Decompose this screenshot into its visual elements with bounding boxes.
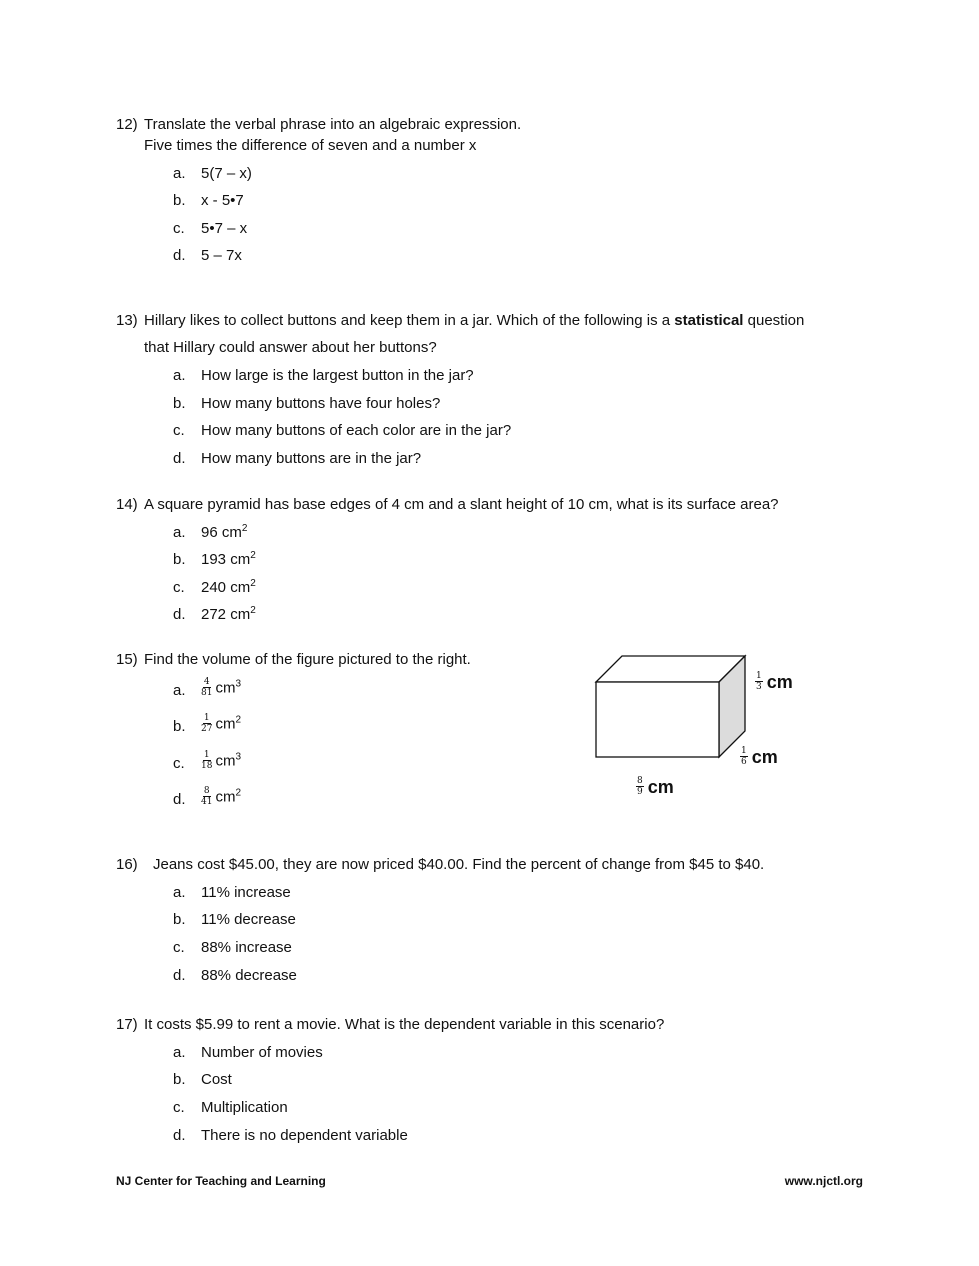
option-letter: a. (173, 165, 186, 182)
option-letter: a. (173, 1044, 186, 1061)
option-text: There is no dependent variable (201, 1127, 408, 1144)
fraction (201, 786, 212, 807)
option-text: 88% decrease (201, 967, 297, 984)
option-text: 5(7 – x) (201, 165, 252, 182)
height-label (755, 672, 793, 693)
option-letter: b. (173, 1071, 186, 1088)
option-text (201, 551, 256, 569)
option-letter: d. (173, 450, 186, 467)
option-letter: d. (173, 1127, 186, 1144)
bold-term: statistical (674, 312, 744, 329)
length-label (636, 777, 674, 798)
option-letter: c. (173, 220, 185, 237)
option-letter: d. (173, 791, 186, 808)
option-text: How large is the largest button in the jar? (201, 367, 474, 384)
option-letter: b. (173, 551, 186, 568)
option-text: How many buttons have four holes? (201, 395, 441, 412)
option-letter: b. (173, 911, 186, 928)
footer-website: www.njctl.org (784, 1174, 863, 1188)
exponent: 3 (235, 678, 242, 690)
exponent: 2 (250, 550, 256, 561)
option-letter: d. (173, 967, 186, 984)
fraction (740, 746, 748, 767)
option-letter: a. (173, 524, 186, 541)
option-letter: d. (173, 606, 186, 623)
option-letter: d. (173, 247, 186, 264)
numerator: 8 (203, 786, 210, 796)
denominator: 18 (201, 761, 213, 771)
denominator: 41 (201, 797, 213, 807)
value: 240 cm (201, 579, 251, 596)
unit: cm (215, 715, 236, 733)
unit: cm (751, 747, 778, 767)
question-phrase: Five times the difference of seven and a number x (144, 137, 477, 154)
value: 193 cm (201, 551, 251, 568)
question-text: Find the volume of the figure pictured to the right. (144, 651, 471, 668)
question-number: 15) (116, 651, 138, 668)
option-letter: c. (173, 755, 185, 772)
question-text: Translate the verbal phrase into an algebraic expression. (144, 116, 522, 133)
fraction (201, 750, 212, 771)
numerator: 4 (203, 677, 210, 687)
option-text: 88% increase (201, 939, 292, 956)
option-text: 5 – 7x (201, 247, 242, 264)
option-letter: a. (173, 884, 186, 901)
option-letter: c. (173, 1099, 185, 1116)
option-letter: b. (173, 718, 186, 735)
denominator: 27 (201, 724, 213, 734)
option-text (201, 678, 241, 699)
unit: cm (215, 679, 236, 697)
value: 96 cm (201, 524, 242, 541)
option-text: Cost (201, 1071, 232, 1088)
option-text (201, 787, 241, 808)
option-text: Multiplication (201, 1099, 288, 1116)
text-part: question (743, 312, 805, 329)
question-text: It costs $5.99 to rent a movie. What is the dependent variable in this scenario? (144, 1016, 665, 1033)
fraction (636, 776, 644, 797)
numerator: 1 (741, 746, 747, 756)
question-text: Jeans cost $45.00, they are now priced $40.00. Find the percent of change from $45 to $40. (153, 856, 765, 873)
option-text: 5•7 – x (201, 220, 248, 237)
question-number: 14) (116, 496, 138, 513)
option-text (201, 714, 241, 735)
option-letter: b. (173, 192, 186, 209)
numerator: 8 (637, 776, 643, 786)
option-text: 11% increase (201, 884, 291, 901)
exponent: 2 (235, 714, 242, 726)
question-text: A square pyramid has base edges of 4 cm and a slant height of 10 cm, what is its surface area? (144, 496, 779, 513)
exponent: 3 (235, 751, 242, 763)
option-text (201, 524, 247, 542)
fraction (201, 713, 212, 734)
exponent: 2 (241, 523, 248, 534)
exponent: 2 (250, 578, 256, 589)
question-number: 16) (116, 856, 138, 873)
denominator: 9 (637, 787, 643, 797)
exponent: 2 (250, 605, 256, 616)
numerator: 1 (756, 671, 762, 681)
option-text (201, 751, 241, 772)
footer-organization: NJ Center for Teaching and Learning (116, 1174, 326, 1188)
question-text (144, 312, 804, 330)
option-text: Number of movies (201, 1044, 323, 1061)
numerator: 1 (203, 713, 210, 723)
option-text (201, 606, 256, 624)
unit: cm (215, 788, 236, 806)
text-part: Hillary likes to collect buttons and keep them in a jar. Which of the following is a (144, 312, 675, 329)
option-text: How many buttons of each color are in the jar? (201, 422, 512, 439)
unit: cm (766, 672, 793, 692)
option-letter: c. (173, 939, 185, 956)
option-letter: b. (173, 395, 186, 412)
unit: cm (215, 752, 236, 770)
option-letter: a. (173, 682, 186, 699)
value: 272 cm (201, 606, 251, 623)
option-letter: c. (173, 422, 185, 439)
question-number: 12) (116, 116, 138, 133)
option-text (201, 579, 256, 597)
rectangular-prism-figure (590, 650, 760, 765)
question-text-line2: that Hillary could answer about her buttons? (144, 339, 437, 356)
fraction (201, 677, 212, 698)
option-text: 11% decrease (201, 911, 296, 928)
unit: cm (647, 777, 674, 797)
depth-label (740, 747, 778, 768)
exponent: 2 (235, 787, 242, 799)
numerator: 1 (203, 750, 210, 760)
option-text: How many buttons are in the jar? (201, 450, 422, 467)
prism-front-face (596, 682, 719, 757)
question-number: 13) (116, 312, 138, 329)
question-number: 17) (116, 1016, 138, 1033)
denominator: 3 (756, 682, 762, 692)
denominator: 6 (741, 757, 747, 767)
denominator: 81 (201, 688, 213, 698)
fraction (755, 671, 763, 692)
option-letter: c. (173, 579, 185, 596)
option-text: x - 5•7 (201, 192, 244, 209)
option-letter: a. (173, 367, 186, 384)
